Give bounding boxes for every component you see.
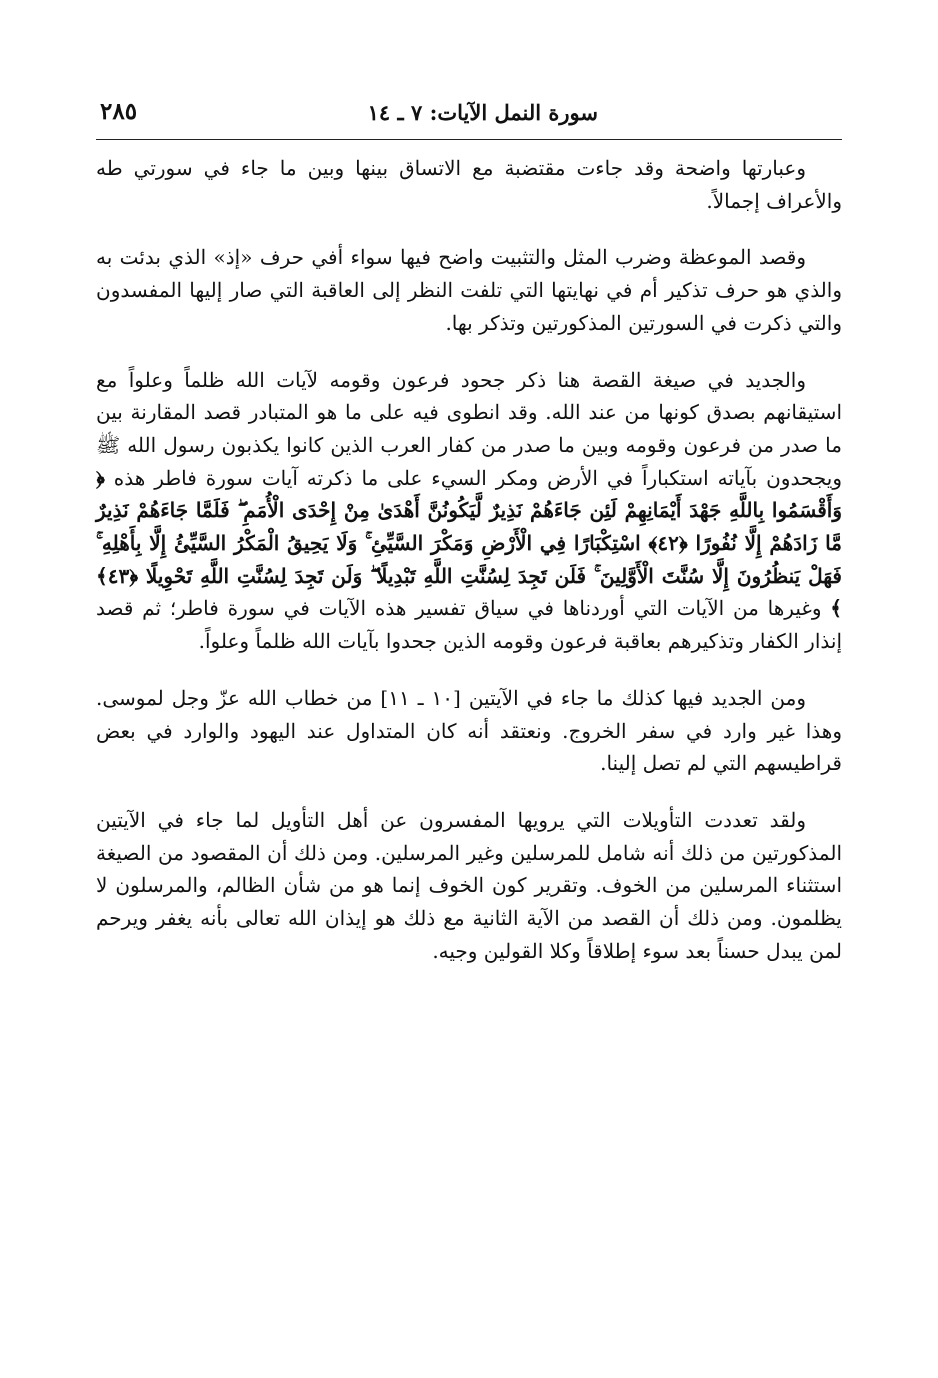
page-body <box>96 152 842 991</box>
running-title: سورة النمل الآيات: ٧ ـ ١٤ <box>367 100 598 125</box>
header-divider <box>96 139 842 140</box>
quran-quote: ﴿ وَأَقْسَمُوا بِاللَّهِ جَهْدَ أَيْمَانِهِمْ لَئِن جَاءَهُمْ نَذِيرٌ لَّيَكُونُنَّ أَهْدَىٰ مِنْ إِحْدَى الْأُمَمِ ۖ فَلَمَّا جَاءَهُمْ نَذِيرٌ مَّا زَادَهُمْ إِلَّا نُفُورًا ﴿٤٢﴾ اسْتِكْبَارًا فِي الْأَرْضِ وَمَكْرَ السَّيِّئِ ۚ وَلَا يَحِيقُ الْمَكْرُ السَّيِّئُ إِلَّا بِأَهْلِهِ ۚ فَهَلْ يَنظُرُونَ إِلَّا سُنَّتَ الْأَوَّلِينَ ۚ فَلَن تَجِدَ لِسُنَّتِ اللَّهِ تَبْدِيلًا ۖ وَلَن تَجِدَ لِسُنَّتِ اللَّهِ تَحْوِيلًا ﴿٤٣﴾ ﴾ <box>96 465 843 621</box>
paragraph: وعبارتها واضحة وقد جاءت مقتضبة مع الاتساق بينها وبين ما جاء في سورتي طه والأعراف إجمالاً. <box>96 156 842 213</box>
paragraph: ومن الجديد فيها كذلك ما جاء في الآيتين [١٠ ـ ١١] من خطاب الله عزّ وجل لموسى. وهذا غير وارد في سفر الخروج. ونعتقد أنه كان المتداول عند اليهود والوارد في بعض قراطيسهم التي لم تصل إلينا. <box>96 685 842 776</box>
paragraph: وقصد الموعظة وضرب المثل والتثبيت واضح فيها سواء أفي حرف «إذ» الذي بدئت به والذي هو حرف تذكير أم في نهايتها التي تلفت النظر إلى العاقبة التي صار إليها المفسدون والتي ذكرت في السورتين المذكورتين وتذكر بها. <box>96 245 842 335</box>
paragraph <box>96 364 842 658</box>
paragraph: ولقد تعددت التأويلات التي يرويها المفسرون عن أهل التأويل لما جاء في الآيتين المذكورتين من ذلك أنه شامل للمرسلين وغير المرسلين. ومن ذلك أن المقصود من الصيغة استثناء المرسلين من الخوف. وتقرير كون الخوف إنما هو من شأن الظالم، والمرسلون لا يظلمون. ومن ذلك أن القصد من الآية الثانية مع ذلك هو إيذان الله تعالى بأنه يغفر ويرحم لمن يبدل حسناً بعد سوء إطلاقاً وكلا القولين وجيه. <box>96 807 842 963</box>
paragraph-text: وغيرها من الآيات التي أوردناها في سياق تفسير هذه الآيات في سورة فاطر؛ ثم قصد إنذار الكفار وتذكيرهم بعاقبة فرعون وقومه الذين جحدوا بآيات الله ظلماً وعلواً. <box>96 596 842 654</box>
page-number: ٢٨٥ <box>100 98 138 125</box>
paragraph-text: والجديد في صيغة القصة هنا ذكر جحود فرعون وقومه لآيات الله ظلماً وعلواً مع استيقانهم بصدق كونها من عند الله. وقد انطوى فيه على ما هو المتبادر قصد المقارنة بين ما صدر من فرعون وقومه وبين ما صدر من كفار العرب الذين كانوا يكذبون رسول الله ﷺ ويجحدون بآياته استكباراً في الأرض ومكر السيء على ما ذكرته آيات سورة فاطر هذه <box>96 367 843 490</box>
page-header <box>96 96 842 136</box>
